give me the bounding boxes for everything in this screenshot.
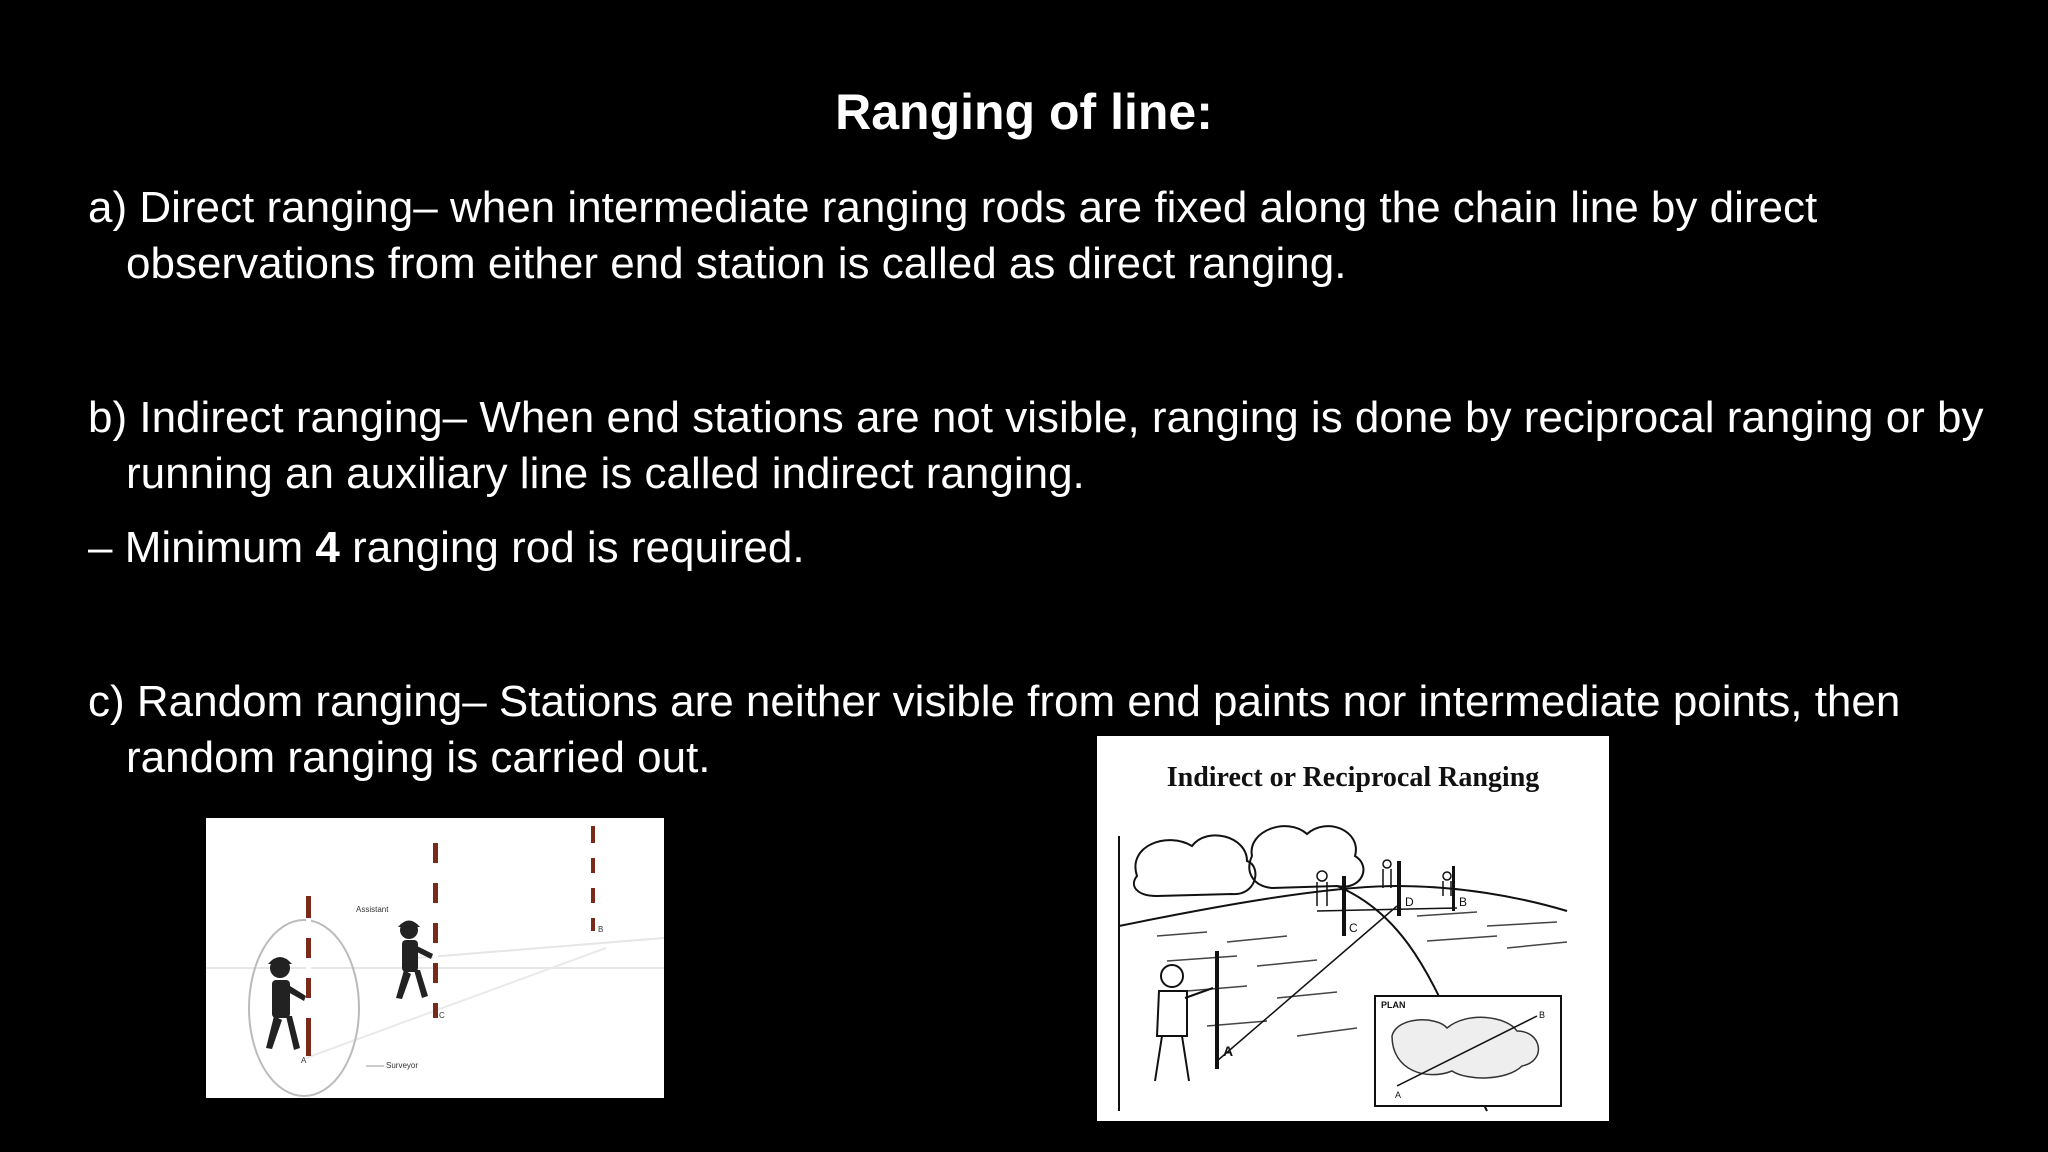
tree-cluster-left <box>1134 835 1256 896</box>
sight-line <box>1317 908 1457 911</box>
rod-count: 4 <box>315 523 340 572</box>
ranging-rod-c <box>433 843 438 1018</box>
plan-point-a: A <box>1395 1090 1402 1100</box>
rod-d <box>1397 861 1401 916</box>
indirect-ranging-text: b) Indirect ranging– When end stations are not visible, ranging is done by reciprocal ranging or by running an auxiliary line is called indirect ranging. <box>88 393 1984 498</box>
surveyor-figure <box>266 957 306 1050</box>
plan-point-b: B <box>1539 1010 1546 1020</box>
rod-b <box>1452 866 1455 911</box>
point-c-label: C <box>1349 921 1358 935</box>
reciprocal-ranging-illustration <box>1097 736 1609 1121</box>
plan-inset <box>1375 996 1561 1106</box>
direct-ranging-drawing <box>206 818 664 1098</box>
assistant-label: Assistant <box>356 905 389 914</box>
rod-note-suffix: ranging rod is required. <box>339 523 805 572</box>
point-a-label: A <box>1223 1043 1234 1059</box>
point-d-label: D <box>1405 895 1414 909</box>
assistant-figure <box>396 921 433 1000</box>
point-a-label: A <box>301 1056 307 1065</box>
surveyor-label: Surveyor <box>386 1061 419 1070</box>
rod-a <box>1215 951 1219 1069</box>
ranging-rod-a <box>306 896 311 1056</box>
slide-title: Ranging of line: <box>835 84 1213 140</box>
tree-cluster-middle <box>1249 826 1363 888</box>
rod-note-prefix: – Minimum <box>88 523 316 572</box>
point-c-label: C <box>439 1011 445 1020</box>
plan-label: PLAN <box>1381 1000 1406 1010</box>
point-b-label: B <box>598 925 604 934</box>
direct-ranging-text: a) Direct ranging– when intermediate ranging rods are fixed along the chain line by direct observations from either end station is called as direct ranging. <box>88 183 1818 288</box>
minimum-rods-note <box>88 520 805 576</box>
ground-line <box>416 938 664 958</box>
foreground-surveyor-figure <box>1155 965 1213 1081</box>
point-b-label: B <box>1459 895 1468 909</box>
direct-ranging-illustration <box>206 818 664 1098</box>
reciprocal-ranging-caption: Indirect or Reciprocal Ranging <box>1166 762 1540 793</box>
random-ranging-text: c) Random ranging– Stations are neither visible from end paints nor intermediate points, then random ranging is carried out. <box>88 677 1901 782</box>
background-figures <box>1317 860 1451 906</box>
rod-c <box>1342 876 1346 936</box>
surveyor-highlight-ellipse <box>249 920 359 1096</box>
sight-line <box>1217 906 1397 1061</box>
ranging-rod-b <box>591 826 595 931</box>
